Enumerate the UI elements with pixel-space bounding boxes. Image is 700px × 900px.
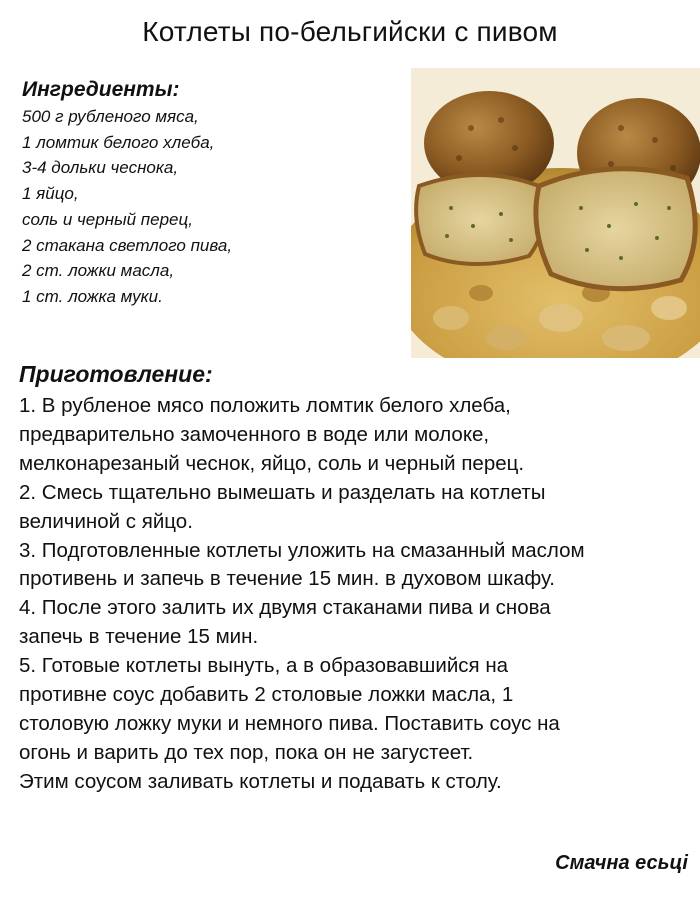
ingredient-item: 1 ломтик белого хлеба, <box>22 132 215 152</box>
preparation-line: величиной с яйцо. <box>19 509 193 533</box>
ingredient-item: 2 стакана светлого пива, <box>22 235 233 255</box>
preparation-line: 2. Смесь тщательно вымешать и разделать на котлеты <box>19 480 546 504</box>
preparation-line: мелконарезаный чеснок, яйцо, соль и черный перец. <box>19 451 525 475</box>
preparation-line: предварительно замоченного в воде или молоке, <box>19 422 490 446</box>
preparation-line: запечь в течение 15 мин. <box>19 625 259 649</box>
recipe-title: Котлеты по-бельгийски с пивом <box>142 16 558 47</box>
preparation-line: Этим соусом заливать котлеты и подавать к столу. <box>19 769 502 793</box>
preparation-line: 1. В рубленое мясо положить ломтик белого хлеба, <box>19 394 511 417</box>
preparation-line: 3. Подготовленные котлеты уложить на смазанный маслом <box>19 538 585 562</box>
ingredient-item: 3-4 дольки чеснока, <box>22 158 179 178</box>
dish-photo <box>411 68 700 358</box>
ingredient-list <box>22 104 402 310</box>
preparation-line: 4. После этого залить их двумя стаканами пива и снова <box>19 596 551 620</box>
preparation-text <box>19 392 689 797</box>
signature: Смачна есьці <box>555 852 688 874</box>
ingredient-item: 1 ст. ложка муки. <box>22 286 163 306</box>
preparation-heading: Приготовление: <box>19 361 213 387</box>
preparation-line: столовую ложку муки и немного пива. Поставить соус на <box>19 711 560 735</box>
ingredient-item: 1 яйцо, <box>22 184 79 204</box>
preparation-section <box>19 360 689 797</box>
ingredient-item: соль и черный перец, <box>22 209 193 229</box>
ingredients-heading: Ингредиенты: <box>22 78 180 101</box>
preparation-line: противень и запечь в течение 15 мин. в духовом шкафу. <box>19 567 555 591</box>
preparation-line: противне соус добавить 2 столовые ложки масла, 1 <box>19 683 514 707</box>
ingredient-item: 2 ст. ложки масла, <box>22 261 175 281</box>
ingredient-item: 500 г рубленого мяса, <box>22 107 199 126</box>
preparation-line: 5. Готовые котлеты вынуть, а в образовавшийся на <box>19 654 509 678</box>
ingredients-section <box>22 78 402 310</box>
preparation-line: огонь и варить до тех пор, пока он не загустеет. <box>19 740 474 764</box>
